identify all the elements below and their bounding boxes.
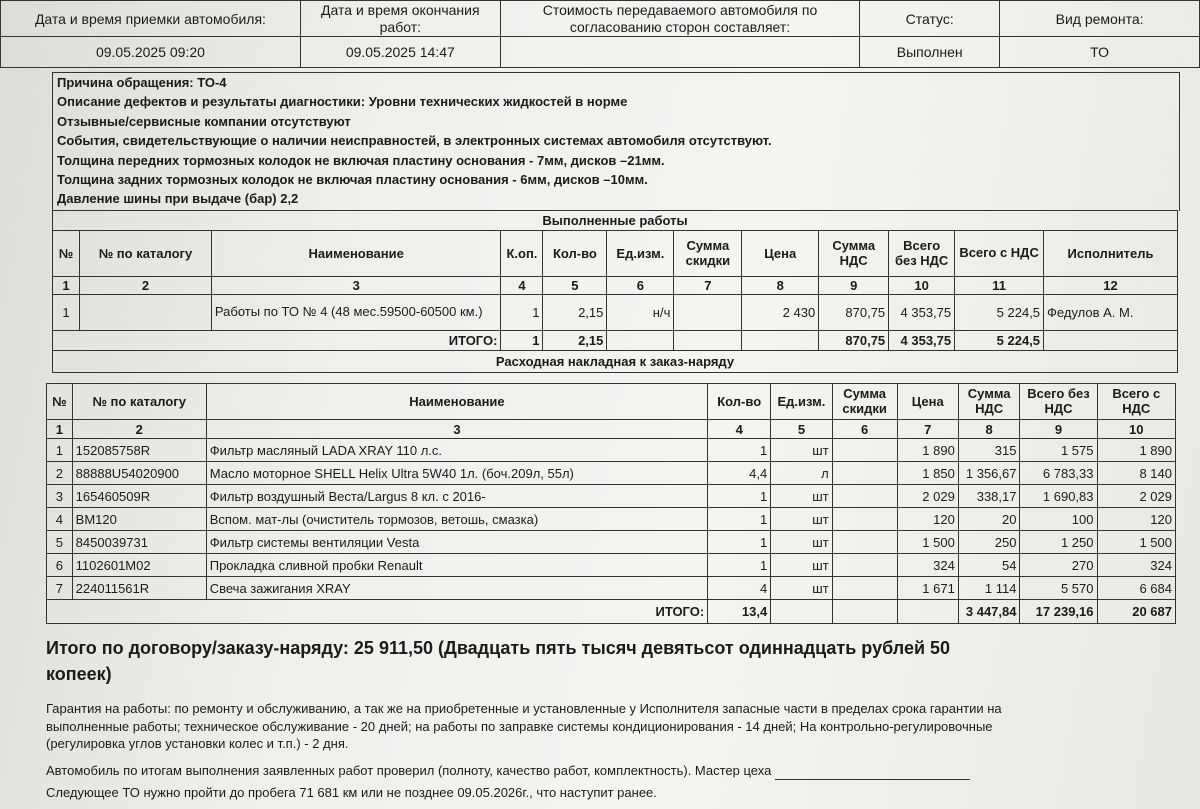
parts-row-vat: 20 (958, 508, 1020, 531)
desc-line: Отзывные/сервисные компании отсутствуют (57, 113, 351, 129)
empty-cell (897, 600, 958, 624)
table-row (47, 577, 1176, 600)
works-col-number: 1 (53, 277, 80, 295)
table-row (47, 462, 1176, 485)
parts-row-name: Прокладка сливной пробки Renault (206, 554, 707, 577)
parts-row-price: 1 671 (897, 577, 958, 600)
check-text: Автомобиль по итогам выполнения заявленных работ проверил (полноту, качество работ, комплектность). Мастер цеха (46, 763, 772, 778)
parts-header-cell: № по каталогу (72, 384, 206, 420)
parts-row-name: Свеча зажигания XRAY (206, 577, 707, 600)
works-row-price: 2 430 (742, 295, 819, 331)
parts-header-cell: Всего с НДС (1097, 384, 1176, 420)
status-label: Статус: (860, 1, 1000, 37)
parts-total-no-vat: 17 239,16 (1020, 600, 1097, 624)
parts-total-qty: 13,4 (708, 600, 771, 624)
check-statement (46, 762, 1146, 780)
parts-row-discount (832, 485, 897, 508)
parts-row-price: 120 (897, 508, 958, 531)
parts-row-name: Фильтр масляный LADA XRAY 110 л.с. (206, 439, 707, 462)
works-total-with-vat: 5 224,5 (955, 331, 1044, 351)
parts-row-n: 4 (47, 508, 73, 531)
works-total-no-vat: 4 353,75 (889, 331, 955, 351)
works-row-qty: 2,15 (543, 295, 607, 331)
parts-row-n: 7 (47, 577, 73, 600)
parts-row-name: Фильтр воздушный Веста/Largus 8 кл. с 2016- (206, 485, 707, 508)
works-header-cell: Кол-во (543, 231, 607, 277)
works-row-discount (674, 295, 742, 331)
works-total-label: ИТОГО: (53, 331, 501, 351)
works-header-cell: Всего без НДС (889, 231, 955, 277)
works-row-unit: н/ч (607, 295, 674, 331)
works-total-kop: 1 (501, 331, 543, 351)
works-total-row (53, 331, 1178, 351)
parts-total-with-vat: 20 687 (1097, 600, 1176, 624)
parts-row-unit: шт (771, 485, 832, 508)
parts-row-n: 1 (47, 439, 73, 462)
warranty-line: (регулировка углов установки колес и т.п.) - 2 дня. (46, 736, 349, 751)
works-header-cell: К.оп. (501, 231, 543, 277)
diagnostics-description (52, 72, 1180, 211)
parts-header-cell: Ед.изм. (771, 384, 832, 420)
parts-row-n: 2 (47, 462, 73, 485)
parts-col-number: 7 (897, 420, 958, 439)
car-value-value (500, 37, 860, 68)
parts-row-vat: 338,17 (958, 485, 1020, 508)
parts-row-unit: шт (771, 508, 832, 531)
works-col-number: 7 (674, 277, 742, 295)
parts-header-cell: Сумма скидки (832, 384, 897, 420)
works-row-n: 1 (53, 295, 80, 331)
parts-header-cell: Сумма НДС (958, 384, 1020, 420)
parts-row-vat: 315 (958, 439, 1020, 462)
parts-total-row (47, 600, 1176, 624)
works-header-cell: Цена (742, 231, 819, 277)
grand-total-line: копеек) (46, 664, 112, 684)
parts-header-cell: Цена (897, 384, 958, 420)
accept-datetime-label: Дата и время приемки автомобиля: (1, 1, 301, 37)
parts-row-no-vat: 6 783,33 (1020, 462, 1097, 485)
empty-cell (771, 600, 832, 624)
parts-row-unit: шт (771, 439, 832, 462)
works-col-number: 3 (211, 277, 501, 295)
parts-row-catalog: 224011561R (72, 577, 206, 600)
parts-col-number: 8 (958, 420, 1020, 439)
grand-total-line: Итого по договору/заказу-наряду: 25 911,50 (Двадцать пять тысяч девятьсот одиннадцать рублей 50 (46, 638, 951, 658)
parts-row-n: 6 (47, 554, 73, 577)
repair-type-label: Вид ремонта: (1000, 1, 1200, 37)
works-title: Выполненные работы (53, 211, 1178, 231)
works-row-catalog (79, 295, 211, 331)
parts-row-vat: 54 (958, 554, 1020, 577)
empty-cell (742, 331, 819, 351)
empty-cell (607, 331, 674, 351)
parts-row-vat: 1 114 (958, 577, 1020, 600)
parts-col-number: 2 (72, 420, 206, 439)
desc-line: События, свидетельствующие о наличии неисправностей, в электронных системах автомобиля отсутствуют. (57, 133, 772, 149)
signature-line (775, 767, 970, 780)
parts-row-price: 1 850 (897, 462, 958, 485)
works-header-cell: Ед.изм. (607, 231, 674, 277)
parts-row-with-vat: 2 029 (1097, 485, 1176, 508)
parts-row-no-vat: 1 250 (1020, 531, 1097, 554)
works-header-cell: Исполнитель (1044, 231, 1178, 277)
status-value: Выполнен (860, 37, 1000, 68)
parts-row-no-vat: 1 575 (1020, 439, 1097, 462)
parts-row-qty: 4 (708, 577, 771, 600)
works-header-cell: Всего с НДС (955, 231, 1044, 277)
parts-row-n: 3 (47, 485, 73, 508)
works-total-qty: 2,15 (543, 331, 607, 351)
works-col-number: 10 (889, 277, 955, 295)
desc-line: Давление шины при выдаче (бар) 2,2 (57, 191, 299, 207)
parts-row-unit: л (771, 462, 832, 485)
desc-line: Толщина задних тормозных колодок не включая пластину основания - 6мм, дисков –10мм. (57, 171, 648, 187)
parts-col-number: 10 (1097, 420, 1176, 439)
parts-row-no-vat: 270 (1020, 554, 1097, 577)
parts-row-qty: 1 (708, 554, 771, 577)
parts-header-cell: № (47, 384, 73, 420)
works-total-vat: 870,75 (819, 331, 889, 351)
table-row (47, 554, 1176, 577)
parts-col-number: 1 (47, 420, 73, 439)
grand-total (46, 635, 1176, 687)
parts-row-with-vat: 120 (1097, 508, 1176, 531)
parts-col-number: 3 (206, 420, 707, 439)
table-row (47, 508, 1176, 531)
parts-row-no-vat: 1 690,83 (1020, 485, 1097, 508)
works-row-name: Работы по ТО № 4 (48 мес.59500-60500 км.) (211, 295, 501, 331)
parts-row-unit: шт (771, 554, 832, 577)
repair-type-value: ТО (1000, 37, 1200, 68)
parts-row-discount (832, 439, 897, 462)
table-row (47, 439, 1176, 462)
parts-header-cell: Всего без НДС (1020, 384, 1097, 420)
parts-row-catalog: 8450039731 (72, 531, 206, 554)
works-row-vat: 870,75 (819, 295, 889, 331)
parts-row-discount (832, 554, 897, 577)
header-table (0, 0, 1200, 68)
finish-datetime-label: Дата и время окончания работ: (300, 1, 500, 37)
table-row (47, 531, 1176, 554)
parts-row-catalog: 152085758R (72, 439, 206, 462)
parts-row-price: 1 500 (897, 531, 958, 554)
works-table (52, 210, 1178, 373)
parts-row-discount (832, 531, 897, 554)
parts-row-catalog: 88888U54020900 (72, 462, 206, 485)
table-row (53, 295, 1178, 331)
parts-row-price: 2 029 (897, 485, 958, 508)
works-row-executor: Федулов А. М. (1044, 295, 1178, 331)
desc-line: Описание дефектов и результаты диагностики: Уровни технических жидкостей в норме (57, 94, 628, 110)
works-row-with-vat: 5 224,5 (955, 295, 1044, 331)
works-col-number: 8 (742, 277, 819, 295)
accept-datetime-value: 09.05.2025 09:20 (1, 37, 301, 68)
works-col-number: 9 (819, 277, 889, 295)
works-row-no-vat: 4 353,75 (889, 295, 955, 331)
warranty-line: выполненные работы; техническое обслуживание - 20 дней; на работы по заправке системы кондиционирования - 14 дней; На контрольно-регулировочные (46, 718, 993, 734)
table-row (47, 485, 1176, 508)
parts-col-number: 5 (771, 420, 832, 439)
parts-row-name: Масло моторное SHELL Helix Ultra 5W40 1л. (боч.209л, 55л) (206, 462, 707, 485)
parts-row-catalog: BM120 (72, 508, 206, 531)
parts-row-price: 324 (897, 554, 958, 577)
empty-cell (1044, 331, 1178, 351)
works-col-number: 5 (543, 277, 607, 295)
parts-row-vat: 1 356,67 (958, 462, 1020, 485)
parts-row-no-vat: 100 (1020, 508, 1097, 531)
parts-header-cell: Наименование (206, 384, 707, 420)
parts-total-vat: 3 447,84 (958, 600, 1020, 624)
finish-datetime-value: 09.05.2025 14:47 (300, 37, 500, 68)
parts-row-discount (832, 577, 897, 600)
parts-row-no-vat: 5 570 (1020, 577, 1097, 600)
parts-row-with-vat: 1 500 (1097, 531, 1176, 554)
parts-row-price: 1 890 (897, 439, 958, 462)
parts-row-with-vat: 6 684 (1097, 577, 1176, 600)
works-header-cell: Наименование (211, 231, 501, 277)
parts-row-unit: шт (771, 531, 832, 554)
parts-row-discount (832, 462, 897, 485)
works-col-number: 2 (79, 277, 211, 295)
parts-header-cell: Кол-во (708, 384, 771, 420)
works-col-number: 4 (501, 277, 543, 295)
parts-col-number: 4 (708, 420, 771, 439)
parts-row-with-vat: 8 140 (1097, 462, 1176, 485)
works-row-kop: 1 (501, 295, 543, 331)
works-col-number: 12 (1044, 277, 1178, 295)
works-col-number: 11 (955, 277, 1044, 295)
parts-row-qty: 1 (708, 508, 771, 531)
warranty-line: Гарантия на работы: по ремонту и обслуживанию, а так же на приобретенные и установленные у Исполнителя запасные части в пределах срока гарантии на (46, 701, 1002, 716)
car-value-label: Стоимость передаваемого автомобиля по согласованию сторон составляет: (500, 1, 860, 37)
parts-row-catalog: 1102601M02 (72, 554, 206, 577)
parts-row-qty: 1 (708, 485, 771, 508)
parts-row-vat: 250 (958, 531, 1020, 554)
parts-row-catalog: 165460509R (72, 485, 206, 508)
parts-row-discount (832, 508, 897, 531)
parts-total-label: ИТОГО: (47, 600, 708, 624)
parts-title: Расходная накладная к заказ-наряду (53, 351, 1178, 373)
works-header-cell: № по каталогу (79, 231, 211, 277)
parts-row-with-vat: 324 (1097, 554, 1176, 577)
parts-col-number: 6 (832, 420, 897, 439)
parts-row-unit: шт (771, 577, 832, 600)
empty-cell (832, 600, 897, 624)
parts-row-n: 5 (47, 531, 73, 554)
parts-row-qty: 1 (708, 439, 771, 462)
works-header-cell: Сумма скидки (674, 231, 742, 277)
warranty-text (46, 700, 1146, 753)
works-header-cell: Сумма НДС (819, 231, 889, 277)
works-col-number: 6 (607, 277, 674, 295)
desc-line: Причина обращения: ТО-4 (57, 75, 227, 90)
parts-row-name: Вспом. мат-лы (очиститель тормозов, ветошь, смазка) (206, 508, 707, 531)
parts-row-with-vat: 1 890 (1097, 439, 1176, 462)
empty-cell (674, 331, 742, 351)
parts-table (46, 383, 1176, 624)
next-service-note: Следующее ТО нужно пройти до пробега 71 681 км или не позднее 09.05.2026г., что наступит ранее. (46, 785, 657, 800)
parts-row-qty: 1 (708, 531, 771, 554)
parts-row-name: Фильтр системы вентиляции Vesta (206, 531, 707, 554)
parts-row-qty: 4,4 (708, 462, 771, 485)
works-header-cell: № (53, 231, 80, 277)
parts-col-number: 9 (1020, 420, 1097, 439)
desc-line: Толщина передних тормозных колодок не включая пластину основания - 7мм, дисков –21мм. (57, 152, 665, 168)
